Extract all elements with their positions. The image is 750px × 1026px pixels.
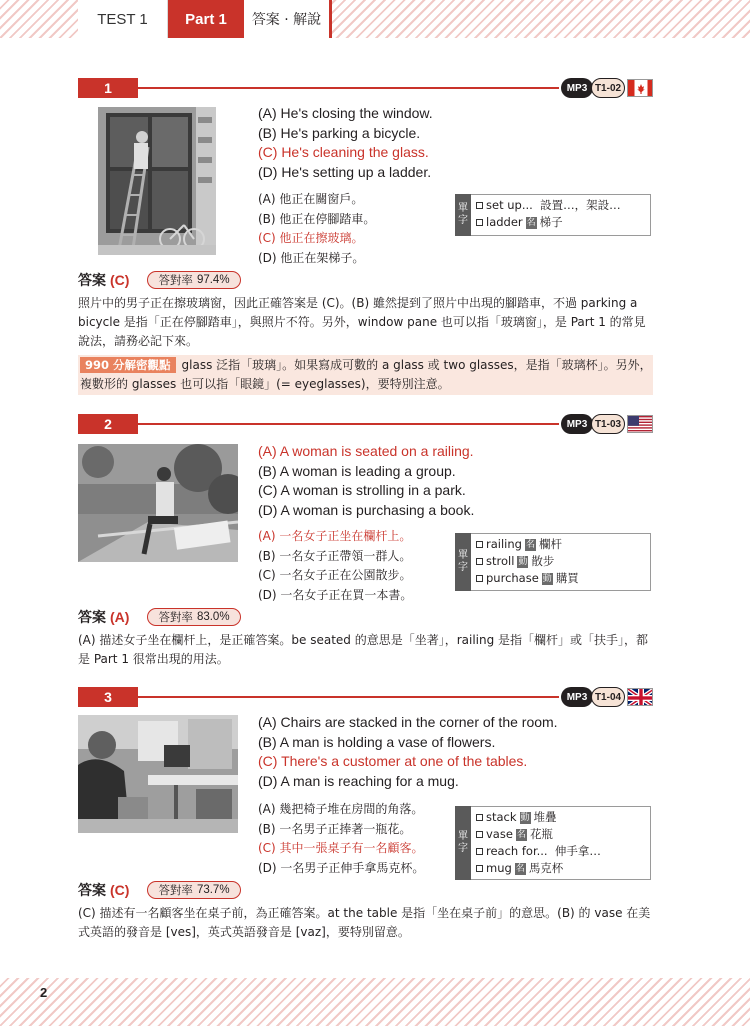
pos-tag: 名 — [526, 217, 536, 228]
tab-test[interactable]: TEST 1 — [78, 0, 168, 38]
pos-tag: 動 — [520, 812, 530, 823]
vocab-item: set up... 設置…，架設… — [476, 197, 650, 214]
vocab-item: stack 動 堆疊 — [476, 809, 650, 826]
mp3-badge[interactable]: MP3 — [561, 414, 593, 434]
option-b-zh: (B) 一名男子正捧著一瓶花。 — [258, 821, 412, 836]
explanation-2: (A) 描述女子坐在欄杆上，是正確答案。be seated 的意思是「坐著」，railing 是指「欄杆」或「扶手」，都是 Part 1 很常出現的用法。 — [78, 633, 649, 666]
vocab-item: purchase 動 購買 — [476, 570, 650, 587]
option-d-zh: (D) 一名女子正在買一本書。 — [258, 587, 413, 602]
answer-letter: (A) — [110, 609, 130, 625]
pos-tag: 名 — [525, 539, 535, 550]
option-b-en: (B) He's parking a bicycle. — [258, 124, 421, 141]
page-number: 2 — [40, 985, 48, 1000]
vocab-item: stroll 動 散步 — [476, 553, 650, 570]
option-a-en: (A) Chairs are stacked in the corner of the room. — [258, 714, 558, 730]
tip-text: glass 泛指「玻璃」。如果寫成可數的 a glass 或 two glasses，是指「玻璃杯」。另外，複數形的 glasses 也可以指「眼鏡」(= eyeglasses)，要特別注意。 — [80, 358, 652, 391]
checkbox-icon[interactable] — [476, 541, 483, 548]
checkbox-icon[interactable] — [476, 575, 483, 582]
answer-letter: (C) — [110, 882, 130, 898]
accuracy-badge: 答對率 73.7% — [147, 881, 240, 899]
answer-label: 答案 — [78, 610, 106, 626]
mp3-badge[interactable]: MP3 — [561, 687, 593, 707]
option-a-en: (A) He's closing the window. — [258, 105, 433, 121]
answer-label: 答案 — [78, 883, 106, 899]
photo-woman-on-railing — [78, 444, 238, 562]
divider — [138, 696, 559, 698]
answer-row-2 — [78, 607, 241, 627]
option-c-en-correct: (C) He's cleaning the glass. — [258, 144, 429, 160]
option-d-en: (D) A man is reaching for a mug. — [258, 772, 459, 789]
checkbox-icon[interactable] — [476, 202, 483, 209]
option-b-zh: (B) 他正在停腳踏車。 — [258, 211, 376, 226]
checkbox-icon[interactable] — [476, 865, 483, 872]
options-chinese — [258, 800, 424, 878]
divider — [138, 87, 559, 89]
option-c-zh: (C) 一名女子正在公園散步。 — [258, 568, 412, 582]
question-number: 1 — [78, 78, 138, 98]
vocab-box — [455, 533, 651, 591]
usa-flag-icon — [627, 415, 653, 433]
vocab-item: reach for... 伸手拿… — [476, 843, 650, 860]
question-header-2 — [78, 412, 653, 436]
pos-tag: 動 — [542, 573, 552, 584]
canada-flag-icon — [627, 79, 653, 97]
option-c-zh-correct: (C) 他正在擦玻璃。 — [258, 231, 364, 245]
answer-label: 答案 — [78, 273, 106, 289]
option-c-zh-correct: (C) 其中一張桌子有一名顧客。 — [258, 841, 424, 855]
options-english — [258, 442, 474, 520]
option-b-en: (B) A woman is leading a group. — [258, 462, 456, 479]
option-d-en: (D) He's setting up a ladder. — [258, 163, 432, 180]
vocab-tag: 單 字 — [455, 194, 471, 236]
question-header-3 — [78, 685, 653, 709]
vocab-item: mug 名 馬克杯 — [476, 860, 650, 877]
option-d-en: (D) A woman is purchasing a book. — [258, 501, 475, 518]
answer-row-1 — [78, 270, 241, 290]
header-tabs — [78, 0, 332, 38]
checkbox-icon[interactable] — [476, 814, 483, 821]
vocab-item: vase 名 花瓶 — [476, 826, 650, 843]
tab-answers[interactable]: 答案 · 解說 — [244, 0, 332, 38]
track-badge[interactable]: T1-04 — [591, 687, 625, 707]
options-english — [258, 104, 433, 182]
accuracy-badge: 答對率 83.0% — [147, 608, 240, 626]
photo-man-cleaning-window — [98, 107, 216, 255]
option-a-zh: (A) 幾把椅子堆在房間的角落。 — [258, 802, 424, 816]
option-d-zh: (D) 他正在架梯子。 — [258, 250, 365, 265]
vocab-tag: 單 字 — [455, 806, 471, 880]
options-chinese — [258, 527, 412, 605]
options-chinese — [258, 190, 375, 268]
option-d-zh: (D) 一名男子正伸手拿馬克杯。 — [258, 860, 425, 875]
photo-customer-at-table — [78, 715, 238, 833]
checkbox-icon[interactable] — [476, 848, 483, 855]
checkbox-icon[interactable] — [476, 219, 483, 226]
option-a-zh: (A) 他正在關窗戶。 — [258, 192, 364, 206]
answer-letter: (C) — [110, 272, 130, 288]
option-b-zh: (B) 一名女子正帶領一群人。 — [258, 548, 412, 563]
pos-tag: 動 — [518, 556, 528, 567]
vocab-box — [455, 194, 651, 236]
question-header-1 — [78, 76, 653, 100]
vocab-tag: 單 字 — [455, 533, 471, 591]
bottom-stripe-band — [0, 978, 750, 1026]
track-badge[interactable]: T1-02 — [591, 78, 625, 98]
explanation-3: (C) 描述有一名顧客坐在桌子前，為正確答案。at the table 是指「坐在桌子前」的意思。(B) 的 vase 在美式英語的發音是 [ves]，英式英語發音是 [vaz]，要特別留意。 — [78, 906, 651, 939]
mp3-badge[interactable]: MP3 — [561, 78, 593, 98]
option-b-en: (B) A man is holding a vase of flowers. — [258, 733, 496, 750]
accuracy-badge: 答對率 97.4% — [147, 271, 240, 289]
option-a-en-correct: (A) A woman is seated on a railing. — [258, 443, 474, 459]
question-number: 3 — [78, 687, 138, 707]
question-number: 2 — [78, 414, 138, 434]
option-a-zh-correct: (A) 一名女子正坐在欄杆上。 — [258, 529, 412, 543]
uk-flag-icon — [627, 688, 653, 706]
tab-part[interactable]: Part 1 — [168, 0, 244, 38]
divider — [138, 423, 559, 425]
tip-label: 990 分解密觀點 — [80, 357, 176, 373]
option-c-en-correct: (C) There's a customer at one of the tables. — [258, 753, 528, 769]
answer-row-3 — [78, 880, 241, 900]
tip-box — [78, 355, 653, 395]
checkbox-icon[interactable] — [476, 831, 483, 838]
vocab-box — [455, 806, 651, 880]
pos-tag: 名 — [516, 829, 526, 840]
track-badge[interactable]: T1-03 — [591, 414, 625, 434]
pos-tag: 名 — [515, 863, 525, 874]
explanation-1: 照片中的男子正在擦玻璃窗，因此正確答案是 (C)。(B) 雖然提到了照片中出現的腳踏車，不過 parking a bicycle 是指「正在停腳踏車」，與照片不符。另外，window pane 也可以指「玻璃窗」，是 Part 1 的常見說法，請務必記下來。 — [78, 296, 646, 348]
options-english — [258, 713, 558, 791]
vocab-item: ladder 名 梯子 — [476, 214, 650, 231]
checkbox-icon[interactable] — [476, 558, 483, 565]
vocab-item: railing 名 欄杆 — [476, 536, 650, 553]
option-c-en: (C) A woman is strolling in a park. — [258, 482, 466, 498]
